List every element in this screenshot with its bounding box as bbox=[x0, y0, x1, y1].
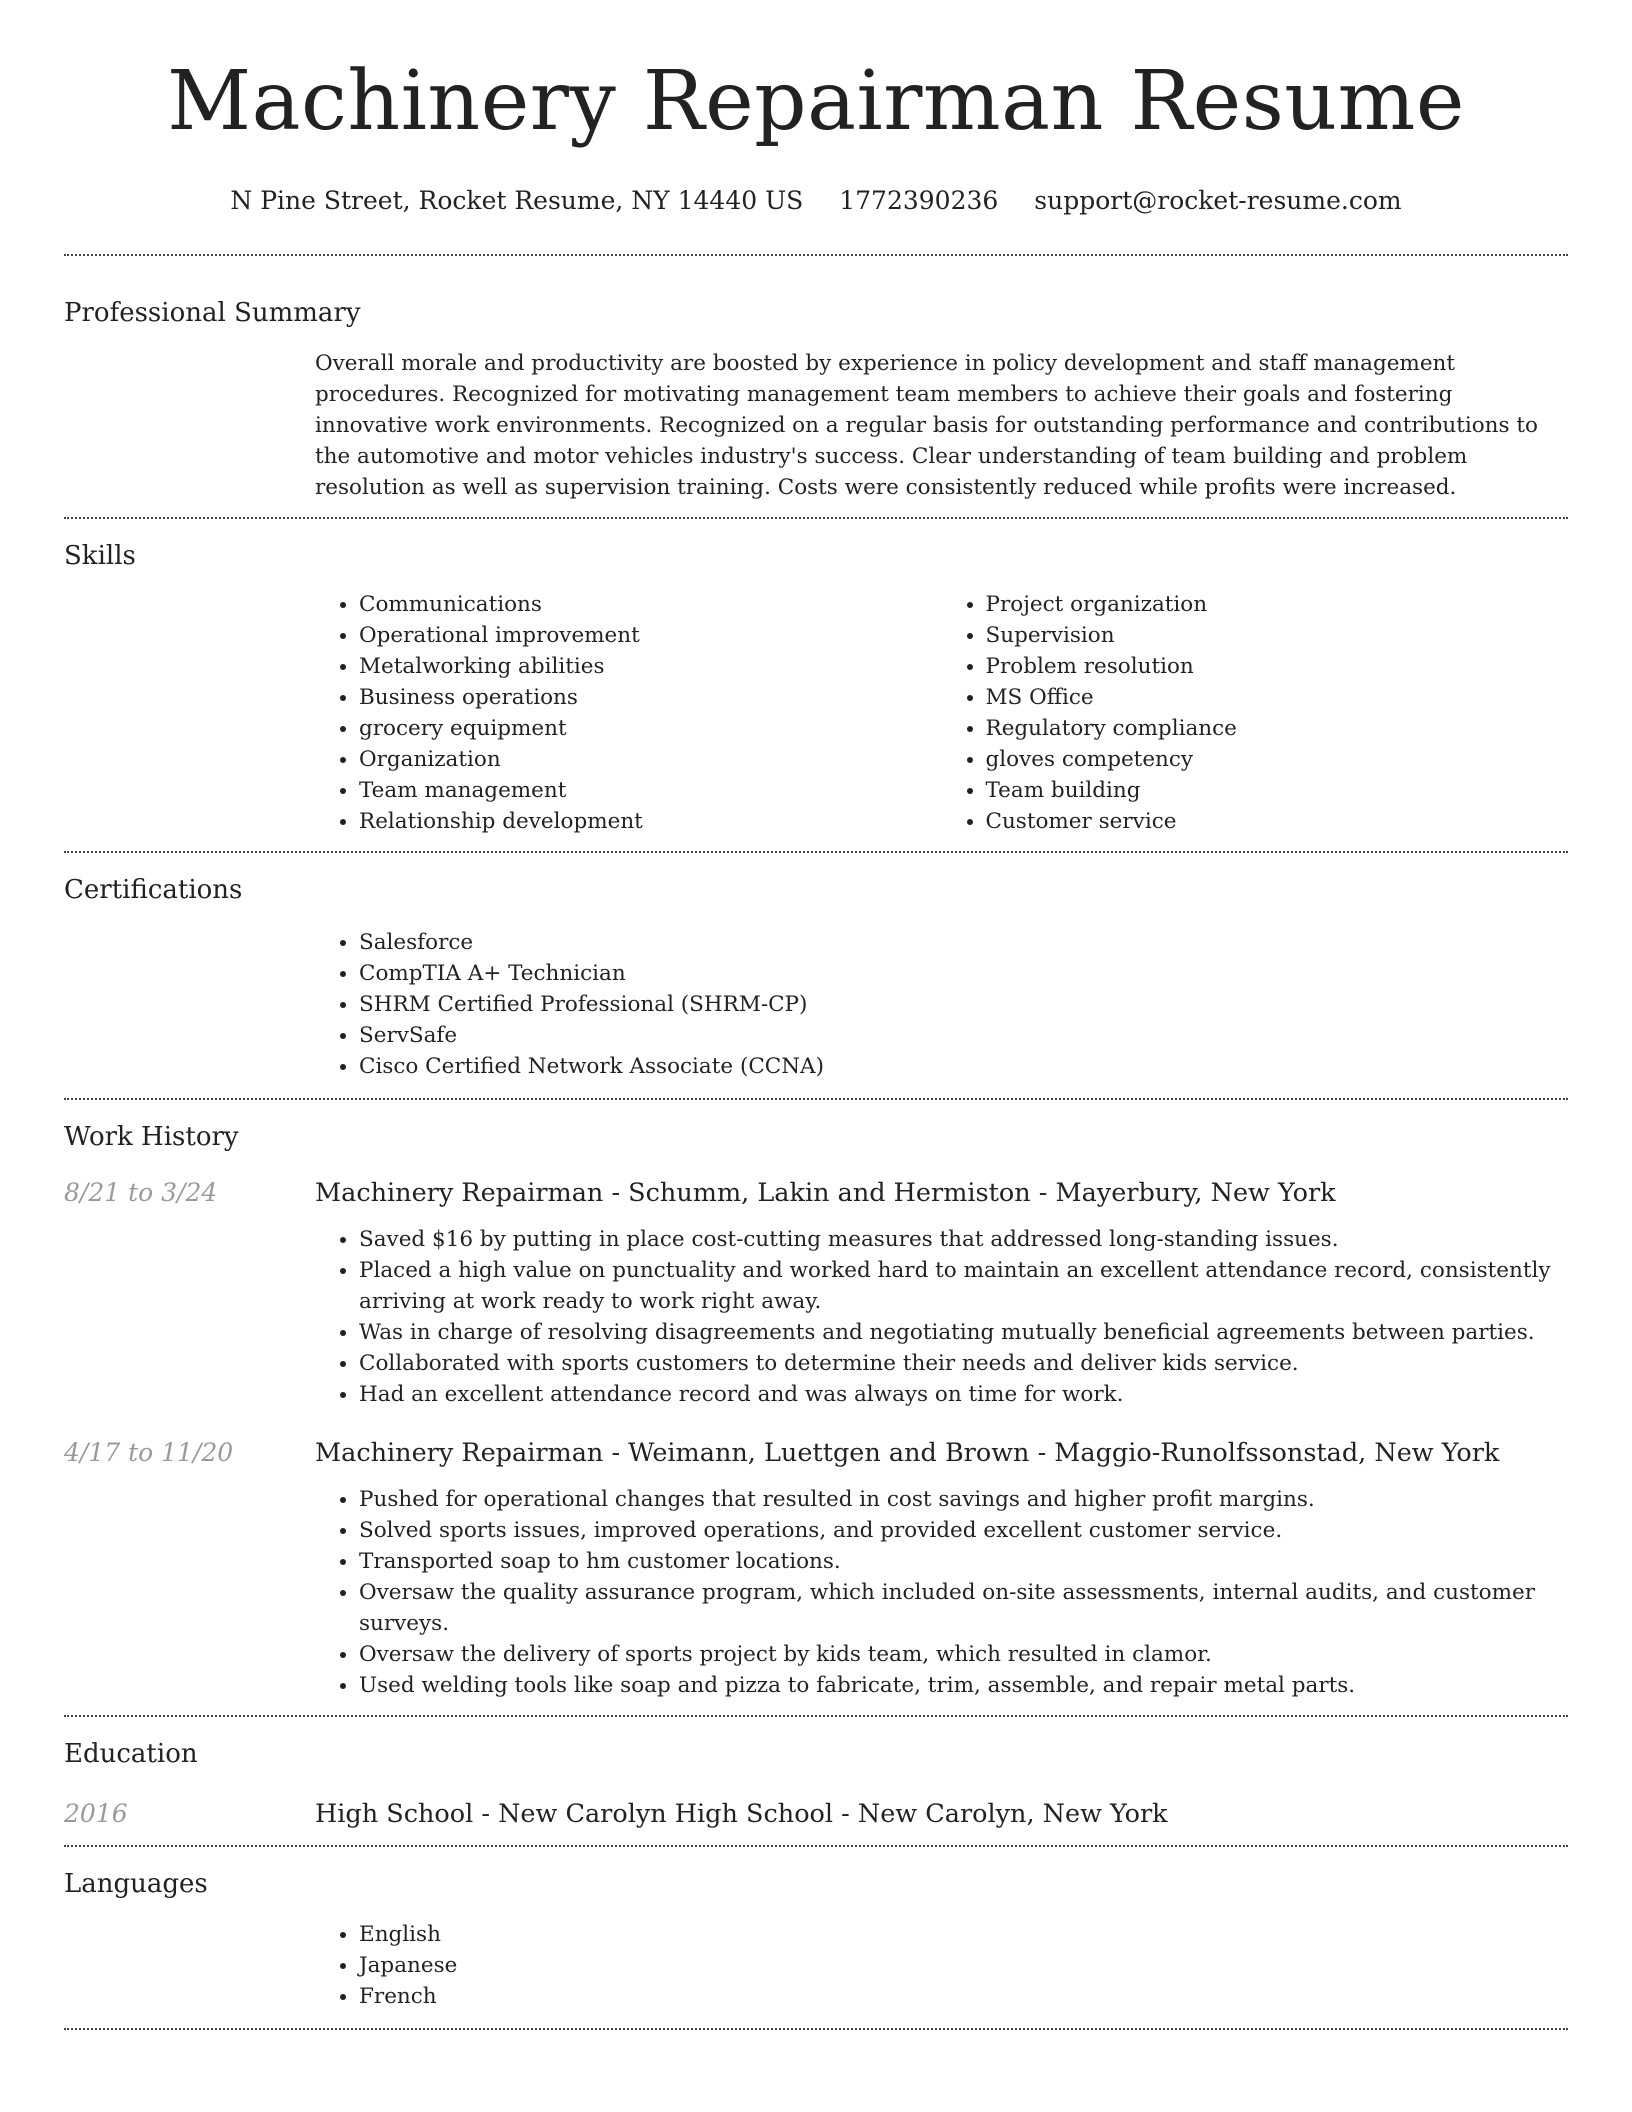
skill-item: • Team management bbox=[359, 775, 942, 806]
education-year: 2016 bbox=[64, 1799, 128, 1828]
skills-list-right bbox=[942, 589, 1569, 837]
skill-item: • Business operations bbox=[359, 682, 942, 713]
section-heading-summary: Professional Summary bbox=[64, 298, 361, 328]
job-1-bullets bbox=[315, 1224, 1568, 1410]
job-bullet: • Oversaw the delivery of sports project by kids team, which resulted in clamor. bbox=[359, 1639, 1568, 1670]
skill-item: • MS Office bbox=[986, 682, 1569, 713]
language-item: • English bbox=[359, 1919, 1568, 1950]
job-bullet: • Saved $16 by putting in place cost-cutting measures that addressed long-standing issues. bbox=[359, 1224, 1568, 1255]
job-bullet: • Oversaw the quality assurance program, which included on-site assessments, internal audits, and customer surveys. bbox=[359, 1577, 1568, 1639]
section-skills bbox=[64, 519, 1568, 837]
contact-line bbox=[64, 184, 1568, 218]
summary-text: Overall morale and productivity are boosted by experience in policy development and staff management procedures. Recognized for motivating management team members to achieve their goals and fostering innovative work environments. Recognized on a regular basis for outstanding performance and contributions to the automotive and motor vehicles industry's success. Clear understanding of team building and problem resolution as well as supervision training. Costs were consistently reduced while profits were increased. bbox=[315, 351, 1538, 500]
languages-list bbox=[315, 1919, 1568, 2012]
section-certifications bbox=[64, 853, 1568, 1082]
skill-item: • Relationship development bbox=[359, 806, 942, 837]
contact-phone: 1772390236 bbox=[839, 186, 999, 215]
job-title: Machinery Repairman - Weimann, Luettgen and Brown - Maggio-Runolfssonstad, New York bbox=[315, 1438, 1500, 1468]
skill-item: • Organization bbox=[359, 744, 942, 775]
skill-item: • Regulatory compliance bbox=[986, 713, 1569, 744]
skill-item: • Team building bbox=[986, 775, 1569, 806]
job-bullet: • Placed a high value on punctuality and worked hard to maintain an excellent attendance record, consistently arriving at work ready to work right away. bbox=[359, 1255, 1568, 1317]
job-bullet: • Was in charge of resolving disagreements and negotiating mutually beneficial agreements between parties. bbox=[359, 1317, 1568, 1348]
section-education bbox=[64, 1717, 1568, 1831]
job-bullet: • Collaborated with sports customers to determine their needs and deliver kids service. bbox=[359, 1348, 1568, 1379]
skill-item: • Customer service bbox=[986, 806, 1569, 837]
job-bullet-list bbox=[315, 1224, 1568, 1410]
education-entry bbox=[64, 1797, 1568, 1831]
skill-item: • gloves competency bbox=[986, 744, 1569, 775]
section-heading-education: Education bbox=[64, 1739, 198, 1769]
language-item: • Japanese bbox=[359, 1950, 1568, 1981]
skill-item: • Communications bbox=[359, 589, 942, 620]
section-heading-skills: Skills bbox=[64, 541, 136, 571]
certification-item: • CompTIA A+ Technician bbox=[359, 958, 1568, 989]
section-languages bbox=[64, 1847, 1568, 2012]
certifications-list bbox=[315, 927, 1568, 1082]
language-item: • French bbox=[359, 1981, 1568, 2012]
job-bullet: • Pushed for operational changes that resulted in cost savings and higher profit margins. bbox=[359, 1484, 1568, 1515]
job-2-bullets bbox=[315, 1484, 1568, 1701]
skill-item: • Metalworking abilities bbox=[359, 651, 942, 682]
divider-languages bbox=[64, 2028, 1568, 2030]
job-bullet: • Transported soap to hm customer locations. bbox=[359, 1546, 1568, 1577]
education-title: High School - New Carolyn High School - New Carolyn, New York bbox=[315, 1799, 1168, 1829]
section-work-history bbox=[64, 1100, 1568, 1701]
skills-grid bbox=[315, 589, 1568, 837]
skills-list-left bbox=[315, 589, 942, 837]
job-entry-2 bbox=[64, 1436, 1568, 1470]
job-bullet: • Used welding tools like soap and pizza to fabricate, trim, assemble, and repair metal parts. bbox=[359, 1670, 1568, 1701]
skill-item: • grocery equipment bbox=[359, 713, 942, 744]
job-entry-1 bbox=[64, 1176, 1568, 1210]
job-dates: 4/17 to 11/20 bbox=[64, 1438, 234, 1467]
job-bullet-list bbox=[315, 1484, 1568, 1701]
certification-item: • Cisco Certified Network Associate (CCNA) bbox=[359, 1051, 1568, 1082]
resume-title: Machinery Repairman Resume bbox=[167, 54, 1465, 149]
job-bullet: • Solved sports issues, improved operations, and provided excellent customer service. bbox=[359, 1515, 1568, 1546]
skill-item: • Problem resolution bbox=[986, 651, 1569, 682]
certification-item: • SHRM Certified Professional (SHRM-CP) bbox=[359, 989, 1568, 1020]
job-dates: 8/21 to 3/24 bbox=[64, 1178, 218, 1207]
job-bullet: • Had an excellent attendance record and was always on time for work. bbox=[359, 1379, 1568, 1410]
contact-email: support@rocket-resume.com bbox=[1034, 186, 1402, 215]
section-heading-work: Work History bbox=[64, 1122, 239, 1152]
certification-item: • ServSafe bbox=[359, 1020, 1568, 1051]
contact-address: N Pine Street, Rocket Resume, NY 14440 US bbox=[230, 186, 804, 215]
skill-item: • Project organization bbox=[986, 589, 1569, 620]
section-heading-certifications: Certifications bbox=[64, 875, 243, 905]
section-heading-languages: Languages bbox=[64, 1869, 208, 1899]
job-title: Machinery Repairman - Schumm, Lakin and Hermiston - Mayerbury, New York bbox=[315, 1178, 1336, 1208]
section-summary bbox=[64, 256, 1568, 503]
certification-item: • Salesforce bbox=[359, 927, 1568, 958]
skill-item: • Supervision bbox=[986, 620, 1569, 651]
skill-item: • Operational improvement bbox=[359, 620, 942, 651]
